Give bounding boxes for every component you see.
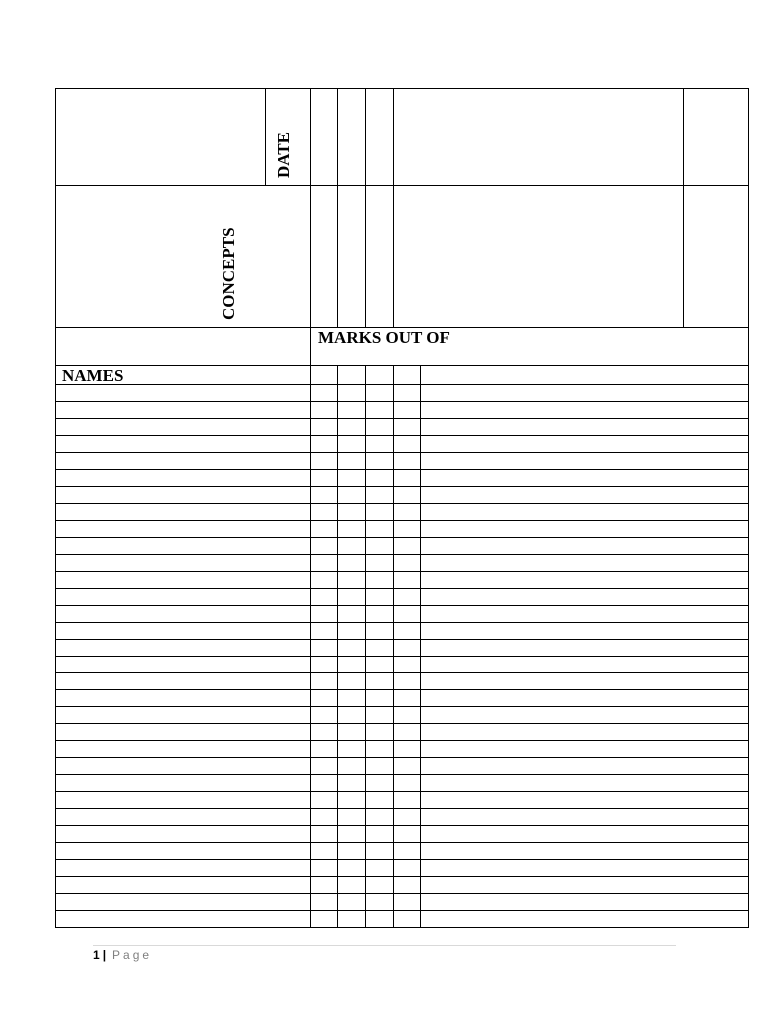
student-row-line	[55, 672, 749, 673]
student-row-line	[55, 520, 749, 521]
student-row-line	[55, 893, 749, 894]
header-column-divider	[365, 88, 366, 328]
header-column-divider	[310, 88, 311, 328]
row-column-divider	[365, 365, 366, 928]
row-column-divider	[420, 365, 421, 928]
student-row-line	[55, 486, 749, 487]
student-row-line	[55, 452, 749, 453]
page-word: Page	[112, 948, 153, 962]
row-column-divider	[337, 365, 338, 928]
header-column-divider	[393, 88, 394, 328]
marks-row-left-divider	[310, 327, 311, 366]
marks-out-of-header: MARKS OUT OF	[318, 328, 450, 347]
table-border-left	[55, 88, 56, 928]
student-row-line	[55, 740, 749, 741]
table-border-top	[55, 88, 749, 89]
student-row-line	[55, 401, 749, 402]
student-row-line	[55, 469, 749, 470]
footer-divider	[93, 945, 676, 946]
page-footer	[93, 948, 152, 962]
table-border-right	[748, 88, 749, 928]
names-header: NAMES	[62, 366, 124, 385]
row-column-divider	[393, 365, 394, 928]
student-row-line	[55, 605, 749, 606]
header-column-divider	[337, 88, 338, 328]
student-row-line	[55, 588, 749, 589]
student-row-line	[55, 859, 749, 860]
date-header: DATE	[274, 132, 293, 178]
student-row-line	[55, 537, 749, 538]
student-row-line	[55, 757, 749, 758]
student-row-line	[55, 689, 749, 690]
table-border-bottom	[55, 927, 749, 928]
student-row-line	[55, 418, 749, 419]
student-row-line	[55, 622, 749, 623]
student-row-line	[55, 876, 749, 877]
header-last-column-divider	[683, 88, 684, 328]
date-row-divider	[55, 185, 749, 186]
footer-separator: |	[102, 948, 107, 962]
student-row-line	[55, 656, 749, 657]
student-row-line	[55, 639, 749, 640]
student-row-line	[55, 384, 749, 385]
student-row-line	[55, 808, 749, 809]
student-row-line	[55, 706, 749, 707]
student-row-line	[55, 825, 749, 826]
student-row-line	[55, 791, 749, 792]
student-row-line	[55, 571, 749, 572]
student-row-line	[55, 910, 749, 911]
concepts-header: CONCEPTS	[219, 227, 238, 320]
student-row-line	[55, 503, 749, 504]
student-row-line	[55, 774, 749, 775]
marks-row-divider	[55, 365, 749, 366]
student-row-line	[55, 554, 749, 555]
date-label-divider	[265, 88, 266, 186]
student-row-line	[55, 435, 749, 436]
student-row-line	[55, 723, 749, 724]
student-row-line	[55, 842, 749, 843]
page-number: 1	[93, 948, 100, 962]
row-column-divider	[310, 365, 311, 928]
